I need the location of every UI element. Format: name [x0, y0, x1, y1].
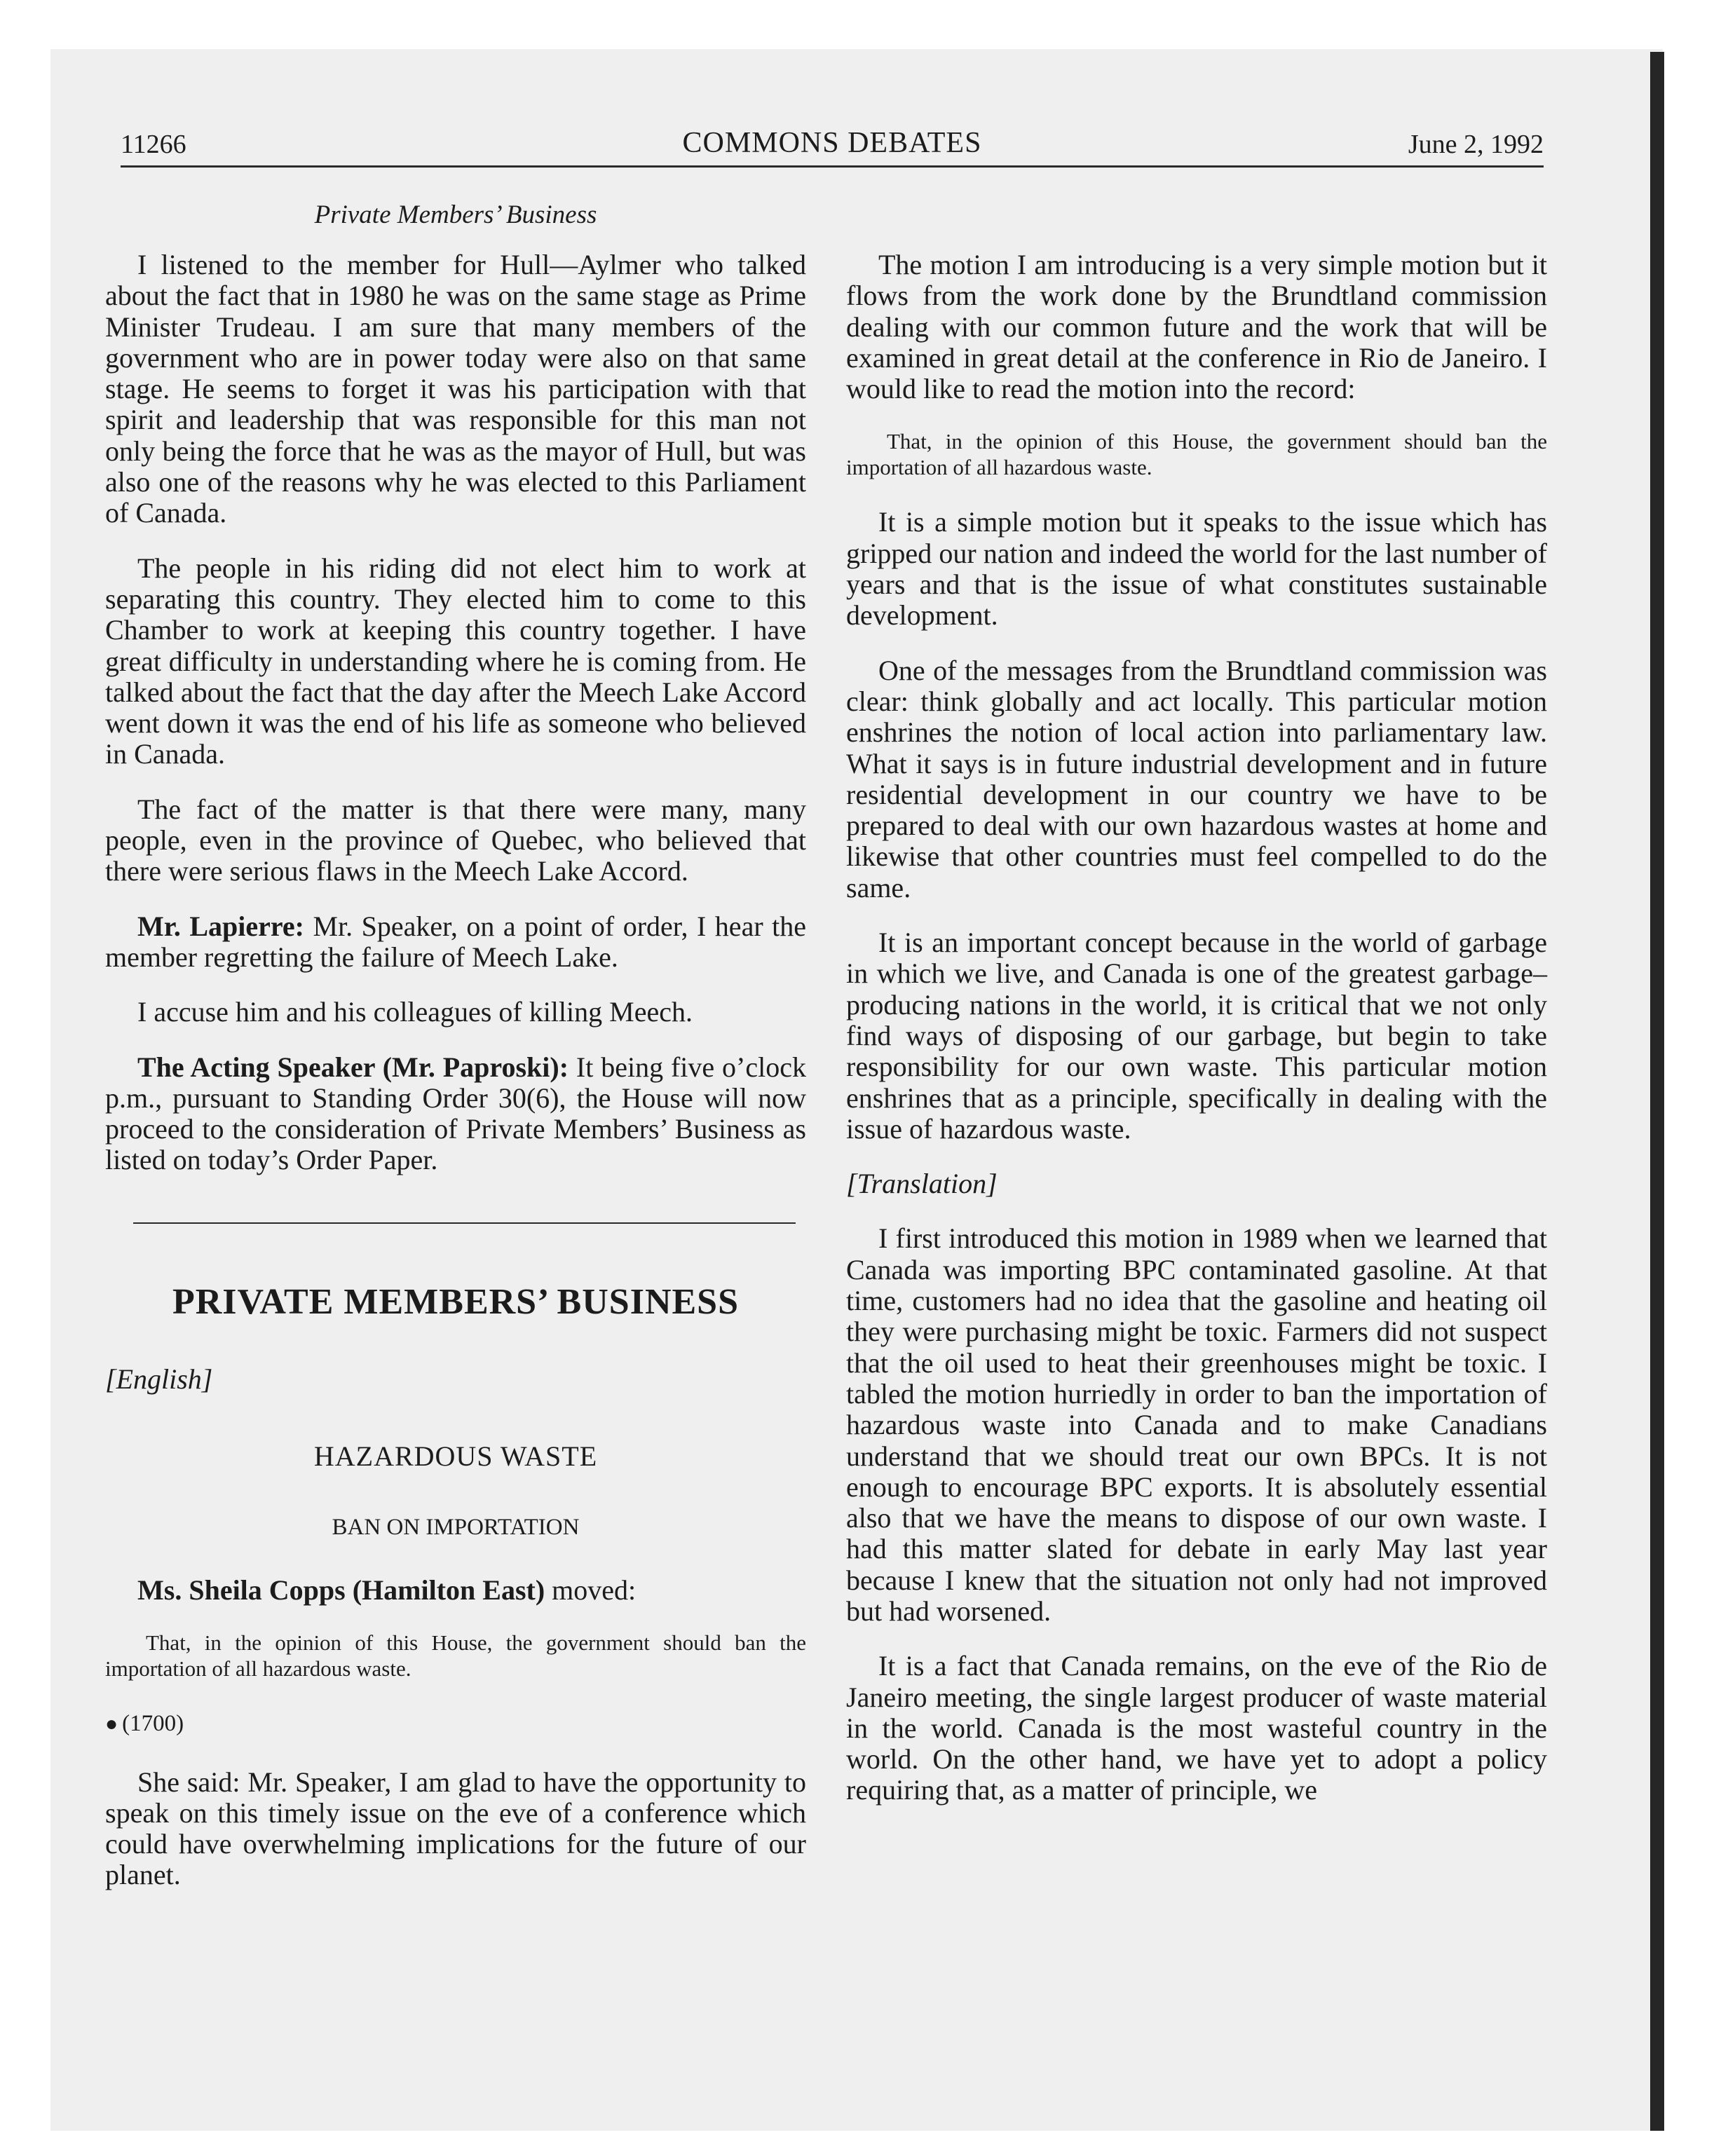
speech-text: Mr. Speaker, on a point of order, I hear the member regretting the failure of Meech Lake.: [105, 910, 807, 973]
speech-text: It being five o’clock p.m., pursuant to Standing Order 30(6), the House will now proceed to the consideration of Private Members’ Business as listed on today’s Order Paper.: [105, 1051, 806, 1176]
language-tag: [English]: [105, 1363, 213, 1396]
paragraph: I accuse him and his colleagues of killing Meech.: [137, 996, 693, 1028]
paragraph: The fact of the matter is that there were many, many people, even in the province of Quebec, who believed that there were serious flaws in the Meech Lake Accord.: [105, 793, 806, 887]
running-head: Private Members’ Business: [314, 200, 597, 229]
speaker-name: The Acting Speaker (Mr. Paproski):: [137, 1051, 569, 1083]
paragraph: It is a simple motion but it speaks to the issue which has gripped our nation and indeed the world for the last number of years and that is the issue of what constitutes sustainable development.: [846, 506, 1547, 632]
moved-text: moved:: [552, 1574, 637, 1606]
section-divider: [133, 1222, 796, 1224]
time-stamp-text: (1700): [122, 1711, 184, 1737]
paragraph: She said: Mr. Speaker, I am glad to have the opportunity to speak on this timely issue on the eve of a conference which could have overwhelming implications for the future of our planet.: [105, 1766, 806, 1891]
paragraph: I listened to the member for Hull—Aylmer who talked about the fact that in 1980 he was on the same stage as Prime Minister Trudeau. I am sure that many members of the government who are in power today were also on that same stage. He seems to forget it was his participation with that spirit and leadership that was responsible for this man not only being the force that he was as the mayor of Hull, but was also one of the reasons why he was elected to this Parliament of Canada.: [105, 249, 806, 529]
publication-date: June 2, 1992: [1408, 130, 1544, 159]
speaker-paragraph: [105, 1052, 806, 1176]
motion-quote: That, in the opinion of this House, the government should ban the importation of all hazardous waste.: [846, 429, 1547, 480]
right-column: [846, 250, 1547, 1830]
mover-name: Ms. Sheila Copps (Hamilton East): [137, 1574, 545, 1606]
left-column: [105, 250, 806, 1915]
paragraph: The motion I am introducing is a very simple motion but it flows from the work done by the Brundtland commission dealing with our common future and the work that will be examined in great detail at the conference in Rio de Janeiro. I would like to read the motion into the record:: [846, 249, 1547, 405]
sub-subject-heading: BAN ON IMPORTATION: [332, 1514, 580, 1540]
paragraph: One of the messages from the Brundtland commission was clear: think globally and act locally. This particular motion enshrines the notion of local action into parliamentary law. What it says is in future industrial development and in future residential development in our country we have to be prepared to deal with our own hazardous wastes at home and likewise that other countries must feel compelled to do the same.: [846, 654, 1547, 903]
paragraph: It is a fact that Canada remains, on the eve of the Rio de Janeiro meeting, the single largest producer of waste material in the world. Canada is the most wasteful country in the world. On the other hand, we have yet to adopt a policy requiring that, as a matter of principle, we: [846, 1650, 1547, 1806]
bullet-icon: ●: [105, 1712, 118, 1736]
paragraph: It is an important concept because in the world of garbage in which we live, and Canada is one of the greatest garbage–producing nations in the world, it is critical that we not only find ways of disposing of our garbage, but begin to take responsibility for our own waste. This particular motion enshrines that as a principle, specifically in dealing with the issue of hazardous waste.: [846, 927, 1547, 1145]
time-stamp: [105, 1708, 806, 1740]
motion-quote: That, in the opinion of this House, the government should ban the importation of all hazardous waste.: [105, 1630, 806, 1681]
subject-heading: HAZARDOUS WASTE: [313, 1440, 598, 1473]
paragraph: I first introduced this motion in 1989 when we learned that Canada was importing BPC contaminated gasoline. At that time, customers had no idea that the gasoline and heating oil they were purchasing might be toxic. Farmers did not suspect that the oil used to heat their greenhouses might be toxic. I tabled the motion hurriedly in order to ban the importation of hazardous waste into Canada and to make Canadians understand that we should treat our own BPCs. It is not enough to encourage BPC exports. It is absolutely essential also that we have the means to dispose of our own waste. I had this matter slated for debate in early May last year because I knew that the situation not only had not improved but had worsened.: [846, 1222, 1547, 1627]
header-rule: [121, 165, 1544, 168]
scan-edge-shadow: [1650, 52, 1664, 2131]
page-header: [121, 126, 1544, 165]
speaker-name: Mr. Lapierre:: [137, 910, 304, 942]
language-tag: [Translation]: [846, 1168, 998, 1200]
page-number: 11266: [121, 130, 186, 159]
publication-title: COMMONS DEBATES: [682, 127, 982, 159]
section-heading: PRIVATE MEMBERS’ BUSINESS: [172, 1281, 740, 1322]
speaker-paragraph: [105, 911, 806, 974]
mover-paragraph: [105, 1575, 806, 1606]
paragraph: The people in his riding did not elect him to work at separating this country. They elected him to come to this Chamber to work at keeping this country together. I have great difficulty in understanding where he is coming from. He talked about the fact that the day after the Meech Lake Accord went down it was the end of his life as someone who believed in Canada.: [105, 552, 806, 770]
